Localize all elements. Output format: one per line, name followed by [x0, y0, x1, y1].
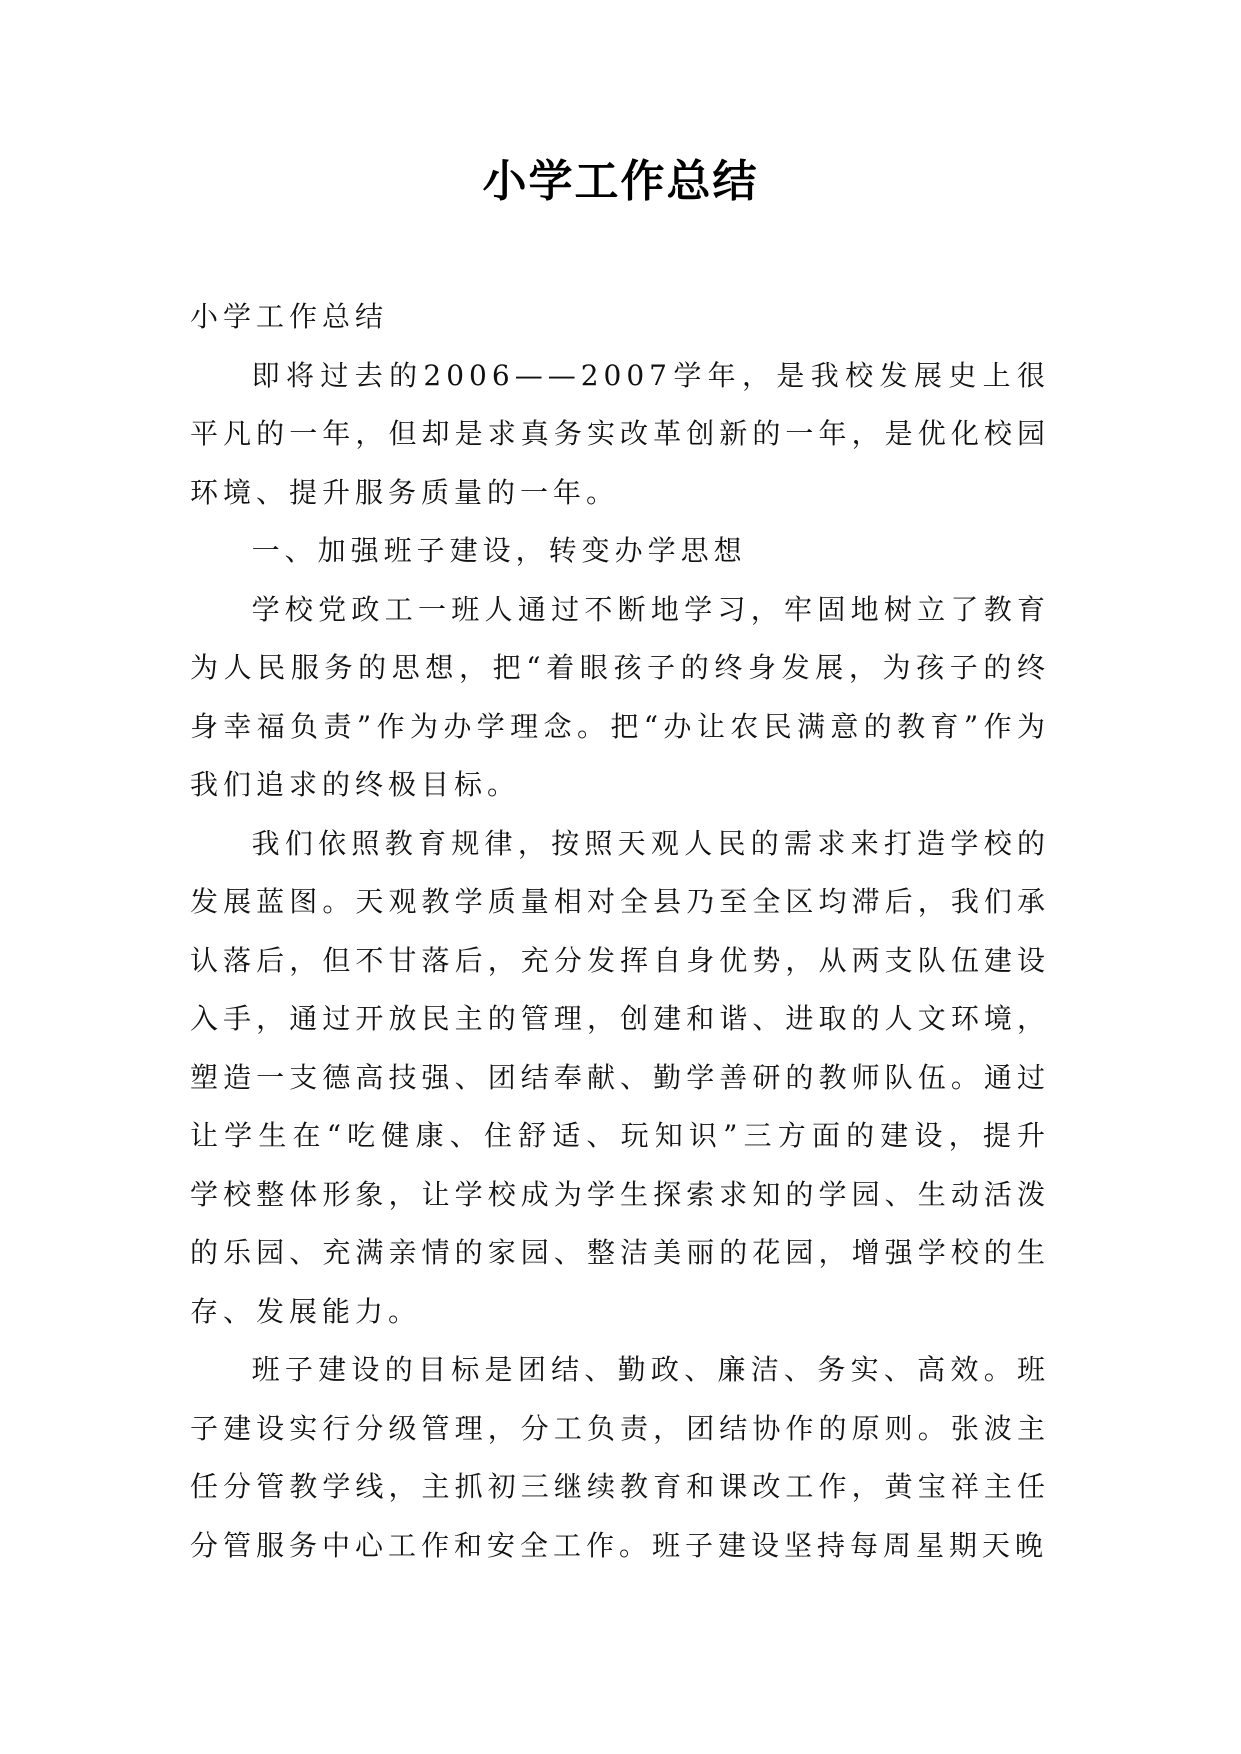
- paragraph-blueprint: 我们依照教育规律，按照天观人民的需求来打造学校的发展蓝图。天观教学质量相对全县乃至全区均滞后，我们承认落后，但不甘落后，充分发挥自身优势，从两支队伍建设入手，通过开放民主的管理，创建和谐、进取的人文环境，塑造一支德高技强、团结奉献、勤学善研的教师队伍。通过让学生在“吃健康、住舒适、玩知识”三方面的建设，提升学校整体形象，让学校成为学生探索求知的学园、生动活泼的乐园、充满亲情的家园、整洁美丽的花园，增强学校的生存、发展能力。: [190, 826, 1050, 1328]
- paragraph-philosophy: 学校党政工一班人通过不断地学习，牢固地树立了教育为人民服务的思想，把“着眼孩子的终身发展，为孩子的终身幸福负责”作为办学理念。把“办让农民满意的教育”作为我们追求的终极目标。: [190, 592, 1050, 801]
- document-title: 小学工作总结: [482, 156, 759, 207]
- section-heading-1: 一、加强班子建设，转变办学思想: [251, 534, 747, 567]
- paragraph-intro: 即将过去的2006——2007学年，是我校发展史上很平凡的一年，但却是求真务实改革创新的一年，是优化校园环境、提升服务质量的一年。: [190, 358, 1050, 509]
- body-heading: 小学工作总结: [190, 300, 389, 333]
- document-body: [190, 288, 1050, 1575]
- paragraph-team-building: 班子建设的目标是团结、勤政、廉洁、务实、高效。班子建设实行分级管理，分工负责，团结协作的原则。张波主任分管教学线，主抓初三继续教育和课改工作，黄宝祥主任分管服务中心工作和安全工作。班子建设坚持每周星期天晚: [190, 1353, 1050, 1562]
